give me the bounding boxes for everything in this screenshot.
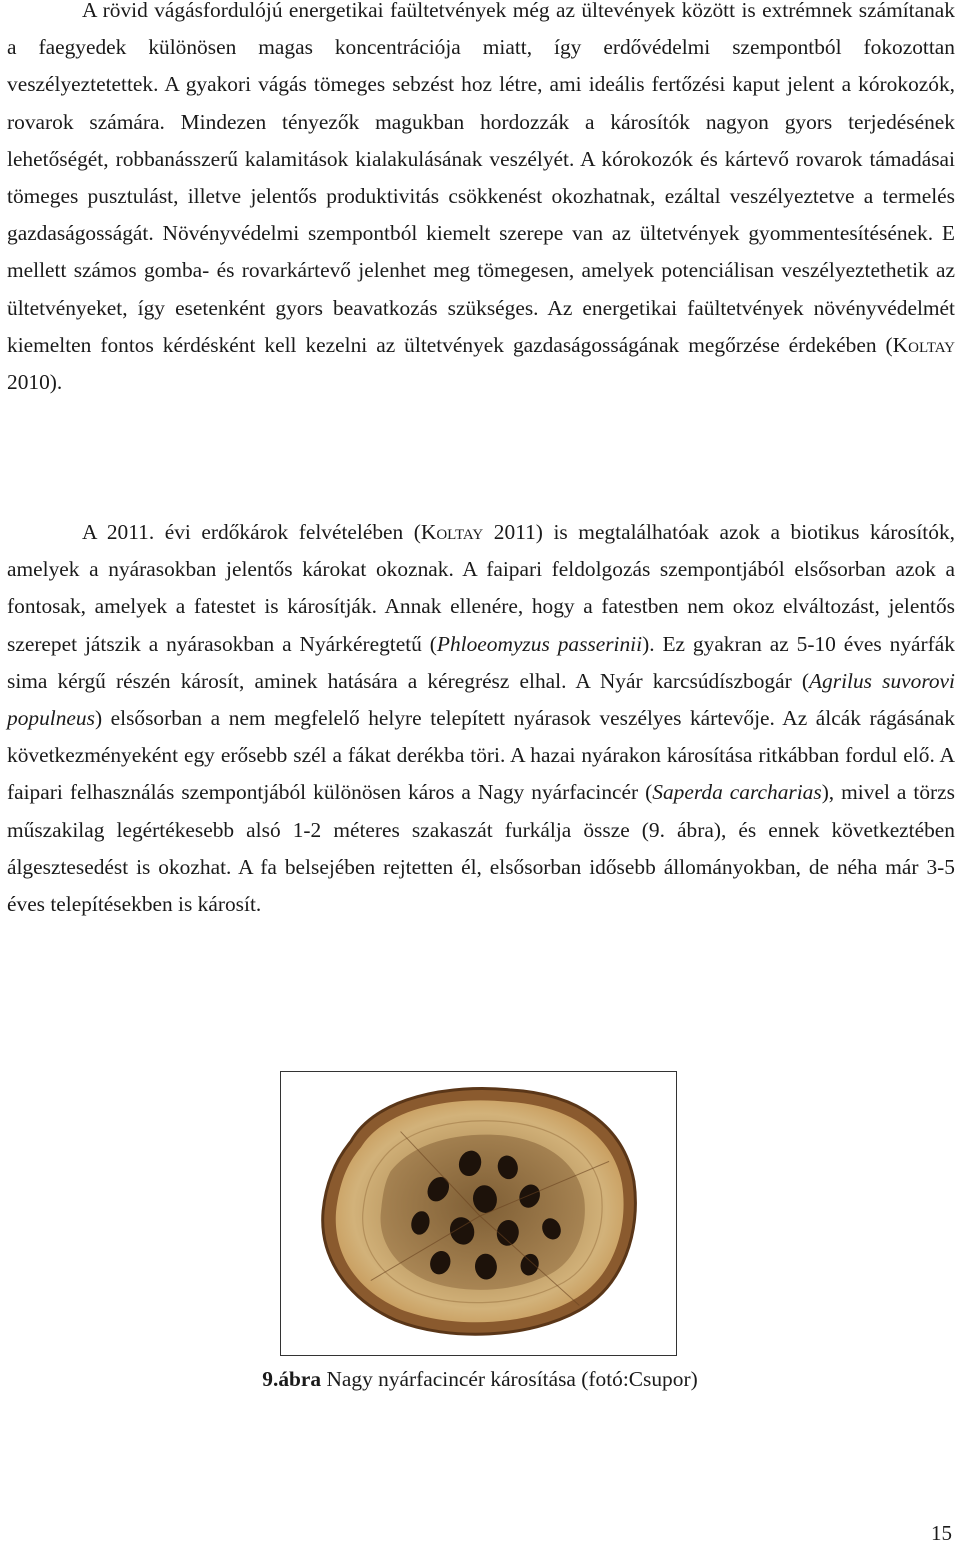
paragraph-2-text-d: ) elsősorban a nem megfelelő helyre telepített nyárasok veszélyes kártevője. Az álcák rágásának következményeként egy erősebb szél a fákat derékba töri. A hazai nyárakon károsítása ritkábban fordul elő. A faipari felhasználás szempontjából különösen káros a Nagy nyárfacincér ( (7, 706, 955, 805)
citation-author: Koltay (892, 332, 955, 357)
paragraph-2 (7, 514, 955, 923)
wood-cross-section-image (281, 1072, 676, 1355)
paragraph-1-text: A rövid vágásfordulójú energetikai faültetvények még az ültevények között is extrémnek számítanak a faegyedek különösen magas koncentrációja miatt, így erdővédelmi szempontból fokozottan veszélyeztetettek. A gyakori vágás tömeges sebzést hoz létre, ami ideális fertőzési kaput jelent a kórokozók, rovarok számára. Mindezen tényezők magukban hordozzák a károsítók nagyon gyors terjedésének lehetőségét, robbanásszerű kalamitások kialakulásának veszélyét. A kórokozók és kártevő rovarok támadásai tömeges pusztulást, illetve jelentős produktivitás csökkenést okozhatnak, ezáltal veszélyeztetve a termelés gazdaságosságát. Növényvédelmi szempontból kiemelt szerepe van az ültetvények gyommentesítésének. E mellett számos gomba- és rovarkártevő jelenhet meg tömegesen, amelyek potenciálisan veszélyeztethetik az ültetvényeket, így esetenként gyors beavatkozás szükséges. Az energetikai faültetvények növényvédelmét kiemelten fontos kérdésként kell kezelni az ültetvények gazdaságosságának megőrzése érdekében ( (7, 0, 955, 357)
figure-caption (0, 1364, 960, 1394)
figure-caption-text: Nagy nyárfacincér károsítása (fotó:Csupor) (321, 1367, 698, 1391)
paragraph-1 (7, 0, 955, 401)
paragraph-2-text-a: A 2011. évi erdőkárok felvételében ( (82, 520, 421, 544)
paragraph-2-text-c: ). Ez gyakran az 5-10 éves nyárfák sima kérgű részén károsít, aminek hatására a kéregrész elhal. A Nyár karcsúdíszbogár ( (7, 631, 955, 693)
species-name: Phloeomyzus passerinii (436, 631, 643, 656)
page-number: 15 (931, 1521, 952, 1545)
paragraph-2-text-e: ), mivel a törzs műszakilag legértékesebb alsó 1-2 méteres szakaszát furkálja össze (9. ábra), és ennek következtében álgesztesedést is okozhat. A fa belsejében rejtetten él, elsősorban idősebb állományokban, de néha már 3-5 éves telepítésekben is károsít. (7, 780, 955, 917)
species-name: Saperda carcharias (652, 780, 822, 805)
species-name: Agrilus suvorovi populneus (7, 668, 955, 731)
figure-photo (280, 1071, 677, 1356)
paragraph-1-end: 2010). (7, 370, 63, 395)
citation-author: Koltay (420, 520, 484, 544)
figure-label: 9.ábra (262, 1367, 322, 1391)
paragraph-2-text-b: 2011) is megtalálhatóak azok a biotikus károsítók, amelyek a nyárasokban jelentős károkat okoznak. A faipari feldolgozás szempontjából elsősorban azok a fontosak, amelyek a fatestet is károsítják. Annak ellenére, hogy a fatestben nem okoz elváltozást, jelentős szerepet játszik a nyárasokban a Nyárkéregtetű ( (7, 520, 955, 656)
